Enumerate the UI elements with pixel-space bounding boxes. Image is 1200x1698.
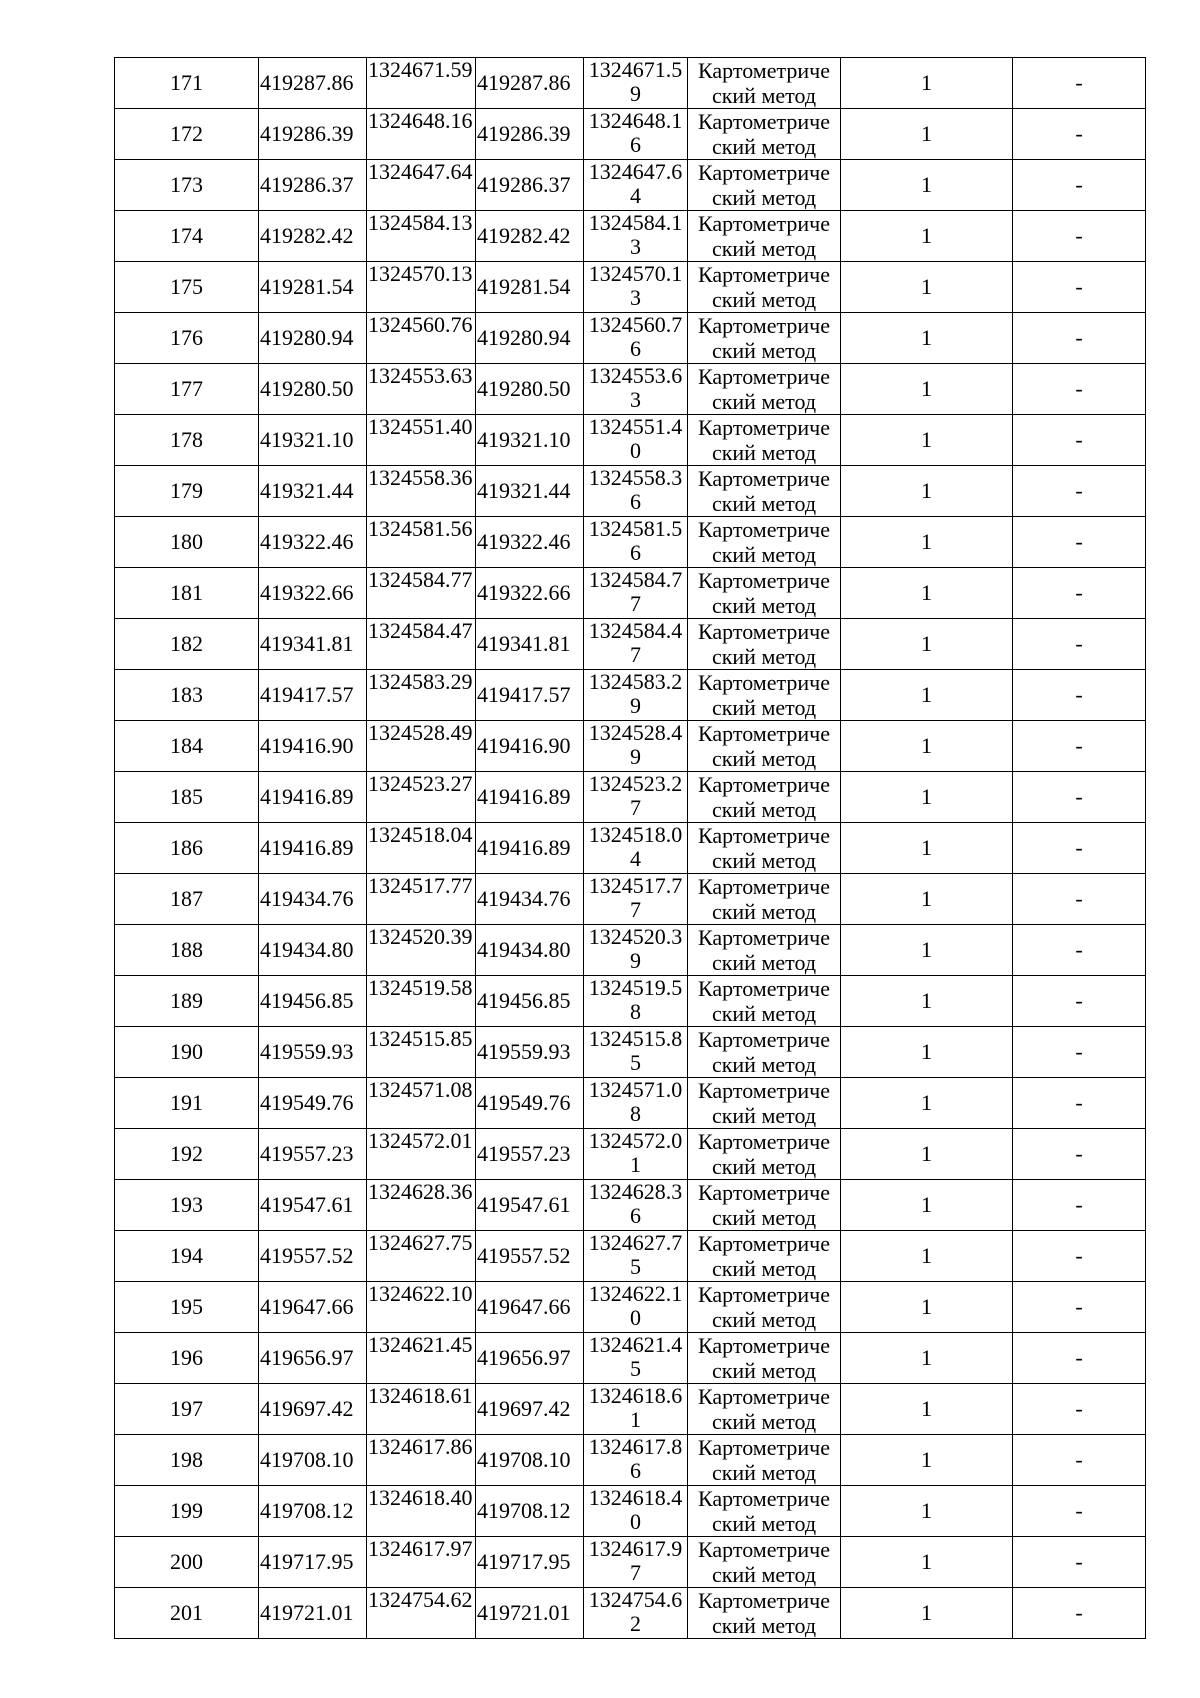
method-cell: Картометриче ский метод <box>688 1129 841 1180</box>
note-cell: - <box>1013 466 1146 517</box>
x-existing-cell: 419549.76 <box>259 1078 367 1129</box>
note-cell: - <box>1013 1486 1146 1537</box>
accuracy-cell: 1 <box>841 364 1013 415</box>
accuracy-cell: 1 <box>841 313 1013 364</box>
y-specified-cell: 1324571.08 <box>584 1078 688 1129</box>
y-existing-cell: 1324520.39 <box>367 925 476 976</box>
table-row <box>115 1486 1146 1537</box>
note-cell: - <box>1013 160 1146 211</box>
x-existing-cell: 419721.01 <box>259 1588 367 1639</box>
table-row <box>115 262 1146 313</box>
method-cell: Картометриче ский метод <box>688 415 841 466</box>
y-specified-cell: 1324583.29 <box>584 670 688 721</box>
y-existing-cell: 1324618.40 <box>367 1486 476 1537</box>
note-cell: - <box>1013 1333 1146 1384</box>
method-cell: Картометриче ский метод <box>688 619 841 670</box>
table-row <box>115 619 1146 670</box>
method-cell: Картометриче ский метод <box>688 1435 841 1486</box>
point-number-cell: 183 <box>115 670 259 721</box>
x-existing-cell: 419708.12 <box>259 1486 367 1537</box>
x-existing-cell: 419557.52 <box>259 1231 367 1282</box>
table-row <box>115 1129 1146 1180</box>
x-specified-cell: 419708.10 <box>476 1435 584 1486</box>
y-existing-cell: 1324528.49 <box>367 721 476 772</box>
accuracy-cell: 1 <box>841 415 1013 466</box>
point-number-cell: 201 <box>115 1588 259 1639</box>
y-specified-cell: 1324570.13 <box>584 262 688 313</box>
note-cell: - <box>1013 823 1146 874</box>
y-specified-cell: 1324572.01 <box>584 1129 688 1180</box>
x-existing-cell: 419286.39 <box>259 109 367 160</box>
table-row <box>115 1231 1146 1282</box>
note-cell: - <box>1013 517 1146 568</box>
point-number-cell: 196 <box>115 1333 259 1384</box>
y-existing-cell: 1324648.16 <box>367 109 476 160</box>
note-cell: - <box>1013 1588 1146 1639</box>
x-specified-cell: 419647.66 <box>476 1282 584 1333</box>
table-body <box>115 58 1146 1639</box>
table-row <box>115 721 1146 772</box>
method-cell: Картометриче ский метод <box>688 313 841 364</box>
accuracy-cell: 1 <box>841 1180 1013 1231</box>
x-specified-cell: 419697.42 <box>476 1384 584 1435</box>
x-specified-cell: 419341.81 <box>476 619 584 670</box>
point-number-cell: 191 <box>115 1078 259 1129</box>
x-specified-cell: 419282.42 <box>476 211 584 262</box>
y-specified-cell: 1324528.49 <box>584 721 688 772</box>
table-row <box>115 1078 1146 1129</box>
y-specified-cell: 1324754.62 <box>584 1588 688 1639</box>
point-number-cell: 175 <box>115 262 259 313</box>
x-specified-cell: 419559.93 <box>476 1027 584 1078</box>
point-number-cell: 194 <box>115 1231 259 1282</box>
table-row <box>115 1435 1146 1486</box>
point-number-cell: 199 <box>115 1486 259 1537</box>
x-existing-cell: 419280.50 <box>259 364 367 415</box>
coordinates-table <box>114 57 1146 1639</box>
point-number-cell: 190 <box>115 1027 259 1078</box>
note-cell: - <box>1013 211 1146 262</box>
accuracy-cell: 1 <box>841 823 1013 874</box>
x-specified-cell: 419416.89 <box>476 823 584 874</box>
point-number-cell: 176 <box>115 313 259 364</box>
point-number-cell: 178 <box>115 415 259 466</box>
accuracy-cell: 1 <box>841 517 1013 568</box>
y-specified-cell: 1324515.85 <box>584 1027 688 1078</box>
x-existing-cell: 419557.23 <box>259 1129 367 1180</box>
method-cell: Картометриче ский метод <box>688 364 841 415</box>
point-number-cell: 193 <box>115 1180 259 1231</box>
table-row <box>115 925 1146 976</box>
y-specified-cell: 1324523.27 <box>584 772 688 823</box>
accuracy-cell: 1 <box>841 619 1013 670</box>
table-row <box>115 58 1146 109</box>
table-row <box>115 568 1146 619</box>
y-specified-cell: 1324628.36 <box>584 1180 688 1231</box>
point-number-cell: 187 <box>115 874 259 925</box>
x-specified-cell: 419557.23 <box>476 1129 584 1180</box>
point-number-cell: 197 <box>115 1384 259 1435</box>
note-cell: - <box>1013 1027 1146 1078</box>
accuracy-cell: 1 <box>841 976 1013 1027</box>
y-existing-cell: 1324581.56 <box>367 517 476 568</box>
y-specified-cell: 1324517.77 <box>584 874 688 925</box>
y-existing-cell: 1324621.45 <box>367 1333 476 1384</box>
method-cell: Картометриче ский метод <box>688 1537 841 1588</box>
point-number-cell: 189 <box>115 976 259 1027</box>
method-cell: Картометриче ский метод <box>688 568 841 619</box>
y-specified-cell: 1324560.76 <box>584 313 688 364</box>
x-existing-cell: 419417.57 <box>259 670 367 721</box>
table-row <box>115 415 1146 466</box>
method-cell: Картометриче ский метод <box>688 211 841 262</box>
y-specified-cell: 1324622.10 <box>584 1282 688 1333</box>
table-row <box>115 1384 1146 1435</box>
point-number-cell: 179 <box>115 466 259 517</box>
x-existing-cell: 419416.89 <box>259 823 367 874</box>
point-number-cell: 186 <box>115 823 259 874</box>
point-number-cell: 182 <box>115 619 259 670</box>
y-specified-cell: 1324558.36 <box>584 466 688 517</box>
note-cell: - <box>1013 1282 1146 1333</box>
method-cell: Картометриче ский метод <box>688 1333 841 1384</box>
x-specified-cell: 419434.80 <box>476 925 584 976</box>
note-cell: - <box>1013 109 1146 160</box>
y-specified-cell: 1324551.40 <box>584 415 688 466</box>
y-specified-cell: 1324627.75 <box>584 1231 688 1282</box>
table-row <box>115 1027 1146 1078</box>
x-specified-cell: 419549.76 <box>476 1078 584 1129</box>
y-specified-cell: 1324618.61 <box>584 1384 688 1435</box>
x-existing-cell: 419697.42 <box>259 1384 367 1435</box>
method-cell: Картометриче ский метод <box>688 58 841 109</box>
method-cell: Картометриче ский метод <box>688 1282 841 1333</box>
x-existing-cell: 419647.66 <box>259 1282 367 1333</box>
point-number-cell: 198 <box>115 1435 259 1486</box>
table-row <box>115 976 1146 1027</box>
x-specified-cell: 419456.85 <box>476 976 584 1027</box>
y-existing-cell: 1324584.13 <box>367 211 476 262</box>
note-cell: - <box>1013 1435 1146 1486</box>
y-existing-cell: 1324553.63 <box>367 364 476 415</box>
accuracy-cell: 1 <box>841 160 1013 211</box>
x-specified-cell: 419286.39 <box>476 109 584 160</box>
note-cell: - <box>1013 568 1146 619</box>
table-row <box>115 109 1146 160</box>
y-specified-cell: 1324519.58 <box>584 976 688 1027</box>
x-existing-cell: 419287.86 <box>259 58 367 109</box>
x-existing-cell: 419286.37 <box>259 160 367 211</box>
table-row <box>115 160 1146 211</box>
accuracy-cell: 1 <box>841 1282 1013 1333</box>
point-number-cell: 192 <box>115 1129 259 1180</box>
x-existing-cell: 419559.93 <box>259 1027 367 1078</box>
x-existing-cell: 419708.10 <box>259 1435 367 1486</box>
y-specified-cell: 1324647.64 <box>584 160 688 211</box>
x-specified-cell: 419557.52 <box>476 1231 584 1282</box>
accuracy-cell: 1 <box>841 772 1013 823</box>
method-cell: Картометриче ский метод <box>688 976 841 1027</box>
method-cell: Картометриче ский метод <box>688 772 841 823</box>
x-specified-cell: 419322.46 <box>476 517 584 568</box>
x-specified-cell: 419280.94 <box>476 313 584 364</box>
y-specified-cell: 1324584.47 <box>584 619 688 670</box>
note-cell: - <box>1013 1384 1146 1435</box>
y-existing-cell: 1324627.75 <box>367 1231 476 1282</box>
method-cell: Картометриче ский метод <box>688 874 841 925</box>
method-cell: Картометриче ский метод <box>688 160 841 211</box>
accuracy-cell: 1 <box>841 1333 1013 1384</box>
accuracy-cell: 1 <box>841 1027 1013 1078</box>
y-existing-cell: 1324523.27 <box>367 772 476 823</box>
x-existing-cell: 419280.94 <box>259 313 367 364</box>
method-cell: Картометриче ский метод <box>688 1384 841 1435</box>
accuracy-cell: 1 <box>841 568 1013 619</box>
x-specified-cell: 419416.89 <box>476 772 584 823</box>
accuracy-cell: 1 <box>841 1435 1013 1486</box>
table-row <box>115 211 1146 262</box>
x-specified-cell: 419708.12 <box>476 1486 584 1537</box>
x-specified-cell: 419717.95 <box>476 1537 584 1588</box>
y-existing-cell: 1324622.10 <box>367 1282 476 1333</box>
y-existing-cell: 1324584.47 <box>367 619 476 670</box>
x-specified-cell: 419547.61 <box>476 1180 584 1231</box>
method-cell: Картометриче ский метод <box>688 262 841 313</box>
accuracy-cell: 1 <box>841 925 1013 976</box>
x-existing-cell: 419656.97 <box>259 1333 367 1384</box>
y-existing-cell: 1324584.77 <box>367 568 476 619</box>
y-existing-cell: 1324558.36 <box>367 466 476 517</box>
note-cell: - <box>1013 415 1146 466</box>
y-existing-cell: 1324560.76 <box>367 313 476 364</box>
x-existing-cell: 419321.44 <box>259 466 367 517</box>
method-cell: Картометриче ский метод <box>688 670 841 721</box>
point-number-cell: 173 <box>115 160 259 211</box>
note-cell: - <box>1013 1129 1146 1180</box>
y-existing-cell: 1324519.58 <box>367 976 476 1027</box>
point-number-cell: 180 <box>115 517 259 568</box>
x-existing-cell: 419717.95 <box>259 1537 367 1588</box>
note-cell: - <box>1013 1078 1146 1129</box>
y-existing-cell: 1324517.77 <box>367 874 476 925</box>
point-number-cell: 185 <box>115 772 259 823</box>
y-specified-cell: 1324581.56 <box>584 517 688 568</box>
note-cell: - <box>1013 1537 1146 1588</box>
y-existing-cell: 1324754.62 <box>367 1588 476 1639</box>
point-number-cell: 195 <box>115 1282 259 1333</box>
point-number-cell: 174 <box>115 211 259 262</box>
y-specified-cell: 1324618.40 <box>584 1486 688 1537</box>
y-existing-cell: 1324583.29 <box>367 670 476 721</box>
point-number-cell: 200 <box>115 1537 259 1588</box>
note-cell: - <box>1013 976 1146 1027</box>
x-specified-cell: 419417.57 <box>476 670 584 721</box>
accuracy-cell: 1 <box>841 1231 1013 1282</box>
x-specified-cell: 419721.01 <box>476 1588 584 1639</box>
x-existing-cell: 419282.42 <box>259 211 367 262</box>
y-specified-cell: 1324518.04 <box>584 823 688 874</box>
note-cell: - <box>1013 364 1146 415</box>
table-row <box>115 517 1146 568</box>
note-cell: - <box>1013 1180 1146 1231</box>
accuracy-cell: 1 <box>841 58 1013 109</box>
note-cell: - <box>1013 772 1146 823</box>
point-number-cell: 184 <box>115 721 259 772</box>
method-cell: Картометриче ский метод <box>688 925 841 976</box>
table-row <box>115 364 1146 415</box>
x-specified-cell: 419322.66 <box>476 568 584 619</box>
point-number-cell: 177 <box>115 364 259 415</box>
note-cell: - <box>1013 670 1146 721</box>
y-specified-cell: 1324617.97 <box>584 1537 688 1588</box>
table-row <box>115 466 1146 517</box>
accuracy-cell: 1 <box>841 1078 1013 1129</box>
table-row <box>115 1282 1146 1333</box>
x-specified-cell: 419281.54 <box>476 262 584 313</box>
point-number-cell: 171 <box>115 58 259 109</box>
x-existing-cell: 419281.54 <box>259 262 367 313</box>
table-row <box>115 823 1146 874</box>
table-row <box>115 313 1146 364</box>
y-specified-cell: 1324520.39 <box>584 925 688 976</box>
y-specified-cell: 1324584.13 <box>584 211 688 262</box>
note-cell: - <box>1013 925 1146 976</box>
y-specified-cell: 1324648.16 <box>584 109 688 160</box>
x-existing-cell: 419456.85 <box>259 976 367 1027</box>
note-cell: - <box>1013 58 1146 109</box>
method-cell: Картометриче ский метод <box>688 721 841 772</box>
y-existing-cell: 1324617.86 <box>367 1435 476 1486</box>
y-existing-cell: 1324570.13 <box>367 262 476 313</box>
x-specified-cell: 419416.90 <box>476 721 584 772</box>
note-cell: - <box>1013 262 1146 313</box>
note-cell: - <box>1013 721 1146 772</box>
accuracy-cell: 1 <box>841 721 1013 772</box>
note-cell: - <box>1013 874 1146 925</box>
x-existing-cell: 419341.81 <box>259 619 367 670</box>
y-existing-cell: 1324628.36 <box>367 1180 476 1231</box>
y-existing-cell: 1324572.01 <box>367 1129 476 1180</box>
x-specified-cell: 419280.50 <box>476 364 584 415</box>
accuracy-cell: 1 <box>841 670 1013 721</box>
method-cell: Картометриче ский метод <box>688 823 841 874</box>
method-cell: Картометриче ский метод <box>688 1180 841 1231</box>
method-cell: Картометриче ский метод <box>688 1078 841 1129</box>
method-cell: Картометриче ский метод <box>688 1231 841 1282</box>
accuracy-cell: 1 <box>841 211 1013 262</box>
x-specified-cell: 419434.76 <box>476 874 584 925</box>
accuracy-cell: 1 <box>841 1384 1013 1435</box>
y-existing-cell: 1324617.97 <box>367 1537 476 1588</box>
table-row <box>115 874 1146 925</box>
accuracy-cell: 1 <box>841 262 1013 313</box>
x-specified-cell: 419321.10 <box>476 415 584 466</box>
y-existing-cell: 1324618.61 <box>367 1384 476 1435</box>
y-existing-cell: 1324647.64 <box>367 160 476 211</box>
y-specified-cell: 1324671.59 <box>584 58 688 109</box>
table-row <box>115 1537 1146 1588</box>
accuracy-cell: 1 <box>841 109 1013 160</box>
table-row <box>115 1333 1146 1384</box>
x-specified-cell: 419321.44 <box>476 466 584 517</box>
x-specified-cell: 419656.97 <box>476 1333 584 1384</box>
accuracy-cell: 1 <box>841 1129 1013 1180</box>
y-existing-cell: 1324571.08 <box>367 1078 476 1129</box>
method-cell: Картометриче ский метод <box>688 1486 841 1537</box>
accuracy-cell: 1 <box>841 874 1013 925</box>
accuracy-cell: 1 <box>841 1588 1013 1639</box>
accuracy-cell: 1 <box>841 1486 1013 1537</box>
point-number-cell: 188 <box>115 925 259 976</box>
table-row <box>115 772 1146 823</box>
x-specified-cell: 419286.37 <box>476 160 584 211</box>
x-existing-cell: 419434.76 <box>259 874 367 925</box>
note-cell: - <box>1013 1231 1146 1282</box>
x-existing-cell: 419434.80 <box>259 925 367 976</box>
table-row <box>115 1588 1146 1639</box>
x-specified-cell: 419287.86 <box>476 58 584 109</box>
x-existing-cell: 419321.10 <box>259 415 367 466</box>
y-specified-cell: 1324621.45 <box>584 1333 688 1384</box>
x-existing-cell: 419416.89 <box>259 772 367 823</box>
table-row <box>115 670 1146 721</box>
x-existing-cell: 419322.46 <box>259 517 367 568</box>
accuracy-cell: 1 <box>841 466 1013 517</box>
note-cell: - <box>1013 313 1146 364</box>
y-specified-cell: 1324617.86 <box>584 1435 688 1486</box>
y-specified-cell: 1324584.77 <box>584 568 688 619</box>
y-specified-cell: 1324553.63 <box>584 364 688 415</box>
point-number-cell: 172 <box>115 109 259 160</box>
method-cell: Картометриче ский метод <box>688 1027 841 1078</box>
method-cell: Картометриче ский метод <box>688 517 841 568</box>
y-existing-cell: 1324671.59 <box>367 58 476 109</box>
table-row <box>115 1180 1146 1231</box>
point-number-cell: 181 <box>115 568 259 619</box>
x-existing-cell: 419547.61 <box>259 1180 367 1231</box>
accuracy-cell: 1 <box>841 1537 1013 1588</box>
x-existing-cell: 419416.90 <box>259 721 367 772</box>
note-cell: - <box>1013 619 1146 670</box>
y-existing-cell: 1324515.85 <box>367 1027 476 1078</box>
x-existing-cell: 419322.66 <box>259 568 367 619</box>
y-existing-cell: 1324551.40 <box>367 415 476 466</box>
y-existing-cell: 1324518.04 <box>367 823 476 874</box>
method-cell: Картометриче ский метод <box>688 109 841 160</box>
method-cell: Картометриче ский метод <box>688 466 841 517</box>
method-cell: Картометриче ский метод <box>688 1588 841 1639</box>
